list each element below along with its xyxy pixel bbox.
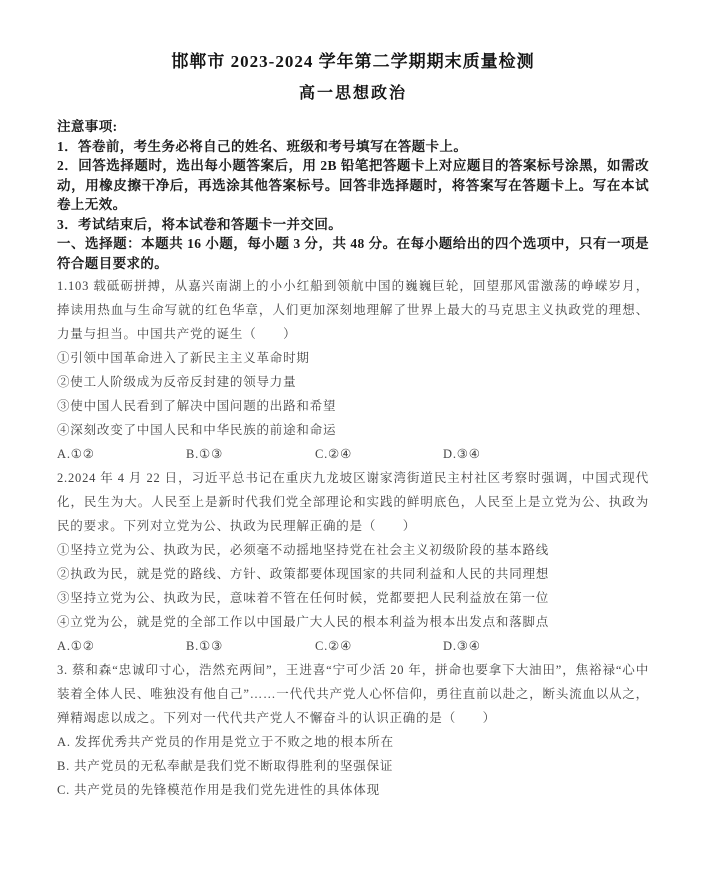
question-2-statement-4: ④立党为公，就是党的全部工作以中国最广大人民的根本利益为根本出发点和落脚点 (57, 615, 550, 629)
question-2-choice-a: A.①② (57, 639, 95, 653)
question-2-statement-2: ②执政为民，就是党的路线、方针、政策都要体现国家的共同利益和人民的共同理想 (57, 567, 550, 581)
question-2-choice-d: D.③④ (443, 639, 481, 653)
question-2-statement-1: ①坚持立党为公、执政为民，必须毫不动摇地坚持党在社会主义初级阶段的基本路线 (57, 543, 550, 557)
section-heading: 一、选择题：本题共 16 小题，每小题 3 分，共 48 分。在每小题给出的四个选项中，只有一项是符合题目要求的。 (57, 236, 649, 271)
notice-heading: 注意事项: (57, 119, 118, 134)
notice-section (57, 117, 649, 273)
question-2-stem: 2.2024 年 4 月 22 日，习近平总书记在重庆九龙坡区谢家湾街道民主村社区考察时强调，中国式现代化，民生为大。人民至上是新时代我们党全部理论和实践的鲜明底色，人民至上是立党为公、执政为民的要求。下列对立党为公、执政为民理解正确的是（ ） (57, 471, 649, 533)
question-1 (57, 274, 649, 466)
notice-item-3: 3．考试结束后，将本试卷和答题卡一并交回。 (57, 216, 343, 232)
question-1-statement-2: ②使工人阶级成为反帝反封建的领导力量 (57, 375, 297, 389)
question-1-statement-4: ④深刻改变了中国人民和中华民族的前途和命运 (57, 423, 337, 437)
page-title: 邯郸市 2023-2024 学年第二学期期末质量检测 (171, 52, 535, 71)
question-2 (57, 466, 649, 658)
notice-item-2: 2．回答选择题时，选出每小题答案后，用 2B 铅笔把答题卡上对应题目的答案标号涂黑，如需改动，用橡皮擦干净后，再选涂其他答案标号。回答非选择题时，将答案写在答题卡上。写在本试卷上无效。 (57, 158, 649, 212)
question-2-choices (57, 634, 649, 658)
question-1-stem: 1.103 载砥砺拼搏，从嘉兴南湖上的小小红船到领航中国的巍巍巨轮，回望那风雷激荡的峥嵘岁月，捧读用热血与生命写就的红色华章，人们更加深刻地理解了世界上最大的马克思主义执政党的理想、力量与担当。中国共产党的诞生（ ） (57, 279, 649, 341)
question-2-statement-3: ③坚持立党为公、执政为民，意味着不管在任何时候，党都要把人民利益放在第一位 (57, 591, 550, 605)
question-3-option-c: C. 共产党员的先锋模范作用是我们党先进性的具体体现 (57, 783, 380, 797)
question-1-statement-3: ③使中国人民看到了解决中国问题的出路和希望 (57, 399, 337, 413)
question-1-choice-a: A.①② (57, 447, 95, 461)
page-subtitle: 高一思想政治 (298, 85, 407, 102)
questions-area (57, 274, 649, 802)
question-1-choice-c: C.②④ (315, 447, 353, 461)
question-1-choices (57, 442, 649, 466)
notice-item-1: 1．答卷前，考生务必将自己的姓名、班级和考号填写在答题卡上。 (57, 138, 468, 154)
question-3-stem: 3. 蔡和森“忠诚印寸心，浩然充两间”，王进喜“宁可少活 20 年，拼命也要拿下大油田”，焦裕禄“心中装着全体人民、唯独没有他自己”……一代代共产党人心怀信仰，勇往直前以赴之，断头流血以从之，殚精竭虑以成之。下列对一代代共产党人不懈奋斗的认识正确的是（ ） (57, 663, 649, 725)
question-1-choice-b: B.①③ (186, 447, 224, 461)
question-2-choice-c: C.②④ (315, 639, 353, 653)
question-1-statement-1: ①引领中国革命进入了新民主主义革命时期 (57, 351, 310, 365)
question-2-choice-b: B.①③ (186, 639, 224, 653)
question-3-option-b: B. 共产党员的无私奉献是我们党不断取得胜利的坚强保证 (57, 759, 394, 773)
question-1-choice-d: D.③④ (443, 447, 481, 461)
question-3-option-a: A. 发挥优秀共产党员的作用是党立于不败之地的根本所在 (57, 735, 394, 749)
question-3 (57, 658, 649, 802)
